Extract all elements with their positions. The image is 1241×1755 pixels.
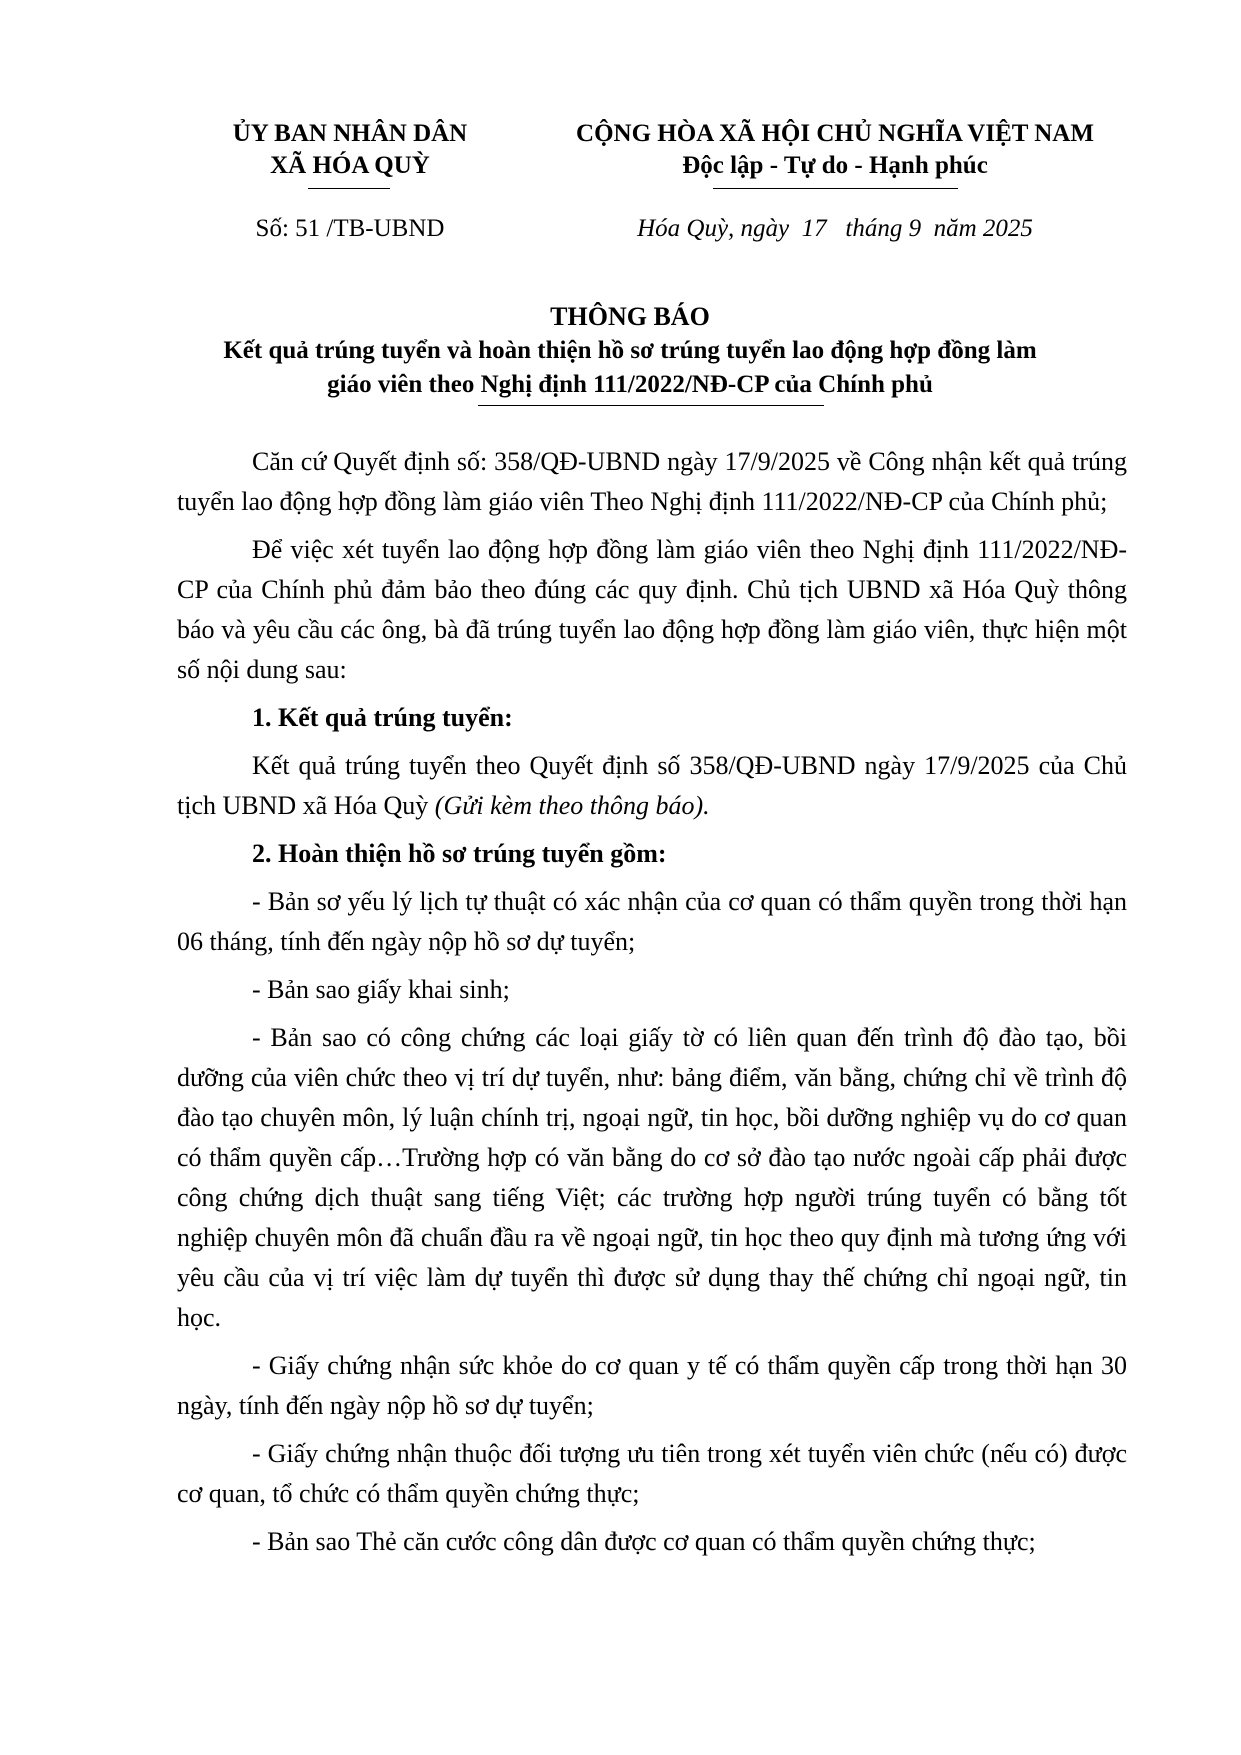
national-title: [530, 118, 1140, 182]
document-number: Số: 51 /TB-UBND: [255, 215, 445, 242]
authority-line-1: ỦY BAN NHÂN DÂN: [232, 120, 468, 147]
section-1-body: Kết quả trúng tuyển theo Quyết định số 358/QĐ-UBND ngày 17/9/2025 của Chủ tịch UBND xã Hóa Quỳ: [177, 751, 1127, 820]
document-body: [177, 442, 1127, 1570]
requirement-item-3: - Bản sao có công chứng các loại giấy tờ có liên quan đến trình độ đào tạo, bồi dưỡng của viên chức theo vị trí dự tuyển, như: bảng điểm, văn bằng, chứng chỉ về trình độ đào tạo chuyên môn, lý luận chính trị, ngoại ngữ, tin học, bồi dưỡng nghiệp vụ do cơ quan có thẩm quyền cấp…Trường hợp có văn bằng do cơ sở đào tạo nước ngoài cấp phải được công chứng dịch thuật sang tiếng Việt; các trường hợp người trúng tuyển có bằng tốt nghiệp chuyên môn đã chuẩn đầu ra về ngoại ngữ, tin học theo quy định mà tương ứng với yêu cầu của vị trí việc làm dự tuyển thì được sử dụng thay thế chứng chỉ ngoại ngữ, tin học.: [177, 1023, 1127, 1332]
title-underline: [478, 405, 824, 406]
authority-underline: [308, 188, 390, 189]
section-1-text: [177, 746, 1127, 826]
issuing-authority: [190, 118, 510, 182]
section-1-note: (Gửi kèm theo thông báo).: [434, 791, 710, 820]
paragraph-legal-basis: Căn cứ Quyết định số: 358/QĐ-UBND ngày 17/9/2025 về Công nhận kết quả trúng tuyển lao động hợp đồng làm giáo viên Theo Nghị định 111/2022/NĐ-CP của Chính phủ;: [177, 447, 1127, 516]
national-motto: Độc lập - Tự do - Hạnh phúc: [682, 152, 988, 179]
paragraph-intro: Để việc xét tuyển lao động hợp đồng làm giáo viên theo Nghị định 111/2022/NĐ-CP của Chính phủ đảm bảo theo đúng các quy định. Chủ tịch UBND xã Hóa Quỳ thông báo và yêu cầu các ông, bà đã trúng tuyển lao động hợp đồng làm giáo viên, thực hiện một số nội dung sau:: [177, 535, 1127, 684]
title-main: THÔNG BÁO: [550, 302, 710, 331]
section-1-heading: 1. Kết quả trúng tuyển:: [252, 703, 513, 732]
requirement-item-5: - Giấy chứng nhận thuộc đối tượng ưu tiên trong xét tuyển viên chức (nếu có) được cơ quan, tổ chức có thẩm quyền chứng thực;: [177, 1439, 1127, 1508]
requirement-item-4: - Giấy chứng nhận sức khỏe do cơ quan y tế có thẩm quyền cấp trong thời hạn 30 ngày, tính đến ngày nộp hồ sơ dự tuyển;: [177, 1351, 1127, 1420]
requirement-item-6: - Bản sao Thẻ căn cước công dân được cơ quan có thẩm quyền chứng thực;: [252, 1527, 1036, 1556]
national-title-line-1: CỘNG HÒA XÃ HỘI CHỦ NGHĨA VIỆT NAM: [576, 120, 1094, 147]
title-subtitle-line-1: Kết quả trúng tuyển và hoàn thiện hồ sơ trúng tuyển lao động hợp đồng làm: [223, 337, 1037, 364]
document-title: [110, 300, 1150, 402]
motto-underline: [713, 188, 958, 189]
section-2-heading: 2. Hoàn thiện hồ sơ trúng tuyển gồm:: [252, 839, 667, 868]
authority-line-2: XÃ HÓA QUỲ: [270, 152, 430, 179]
requirement-item-1: - Bản sơ yếu lý lịch tự thuật có xác nhận của cơ quan có thẩm quyền trong thời hạn 06 tháng, tính đến ngày nộp hồ sơ dự tuyển;: [177, 887, 1127, 956]
title-subtitle-line-2: giáo viên theo Nghị định 111/2022/NĐ-CP của Chính phủ: [327, 371, 933, 398]
document-date: Hóa Quỳ, ngày 17 tháng 9 năm 2025: [637, 215, 1033, 242]
requirement-item-2: - Bản sao giấy khai sinh;: [252, 975, 510, 1004]
